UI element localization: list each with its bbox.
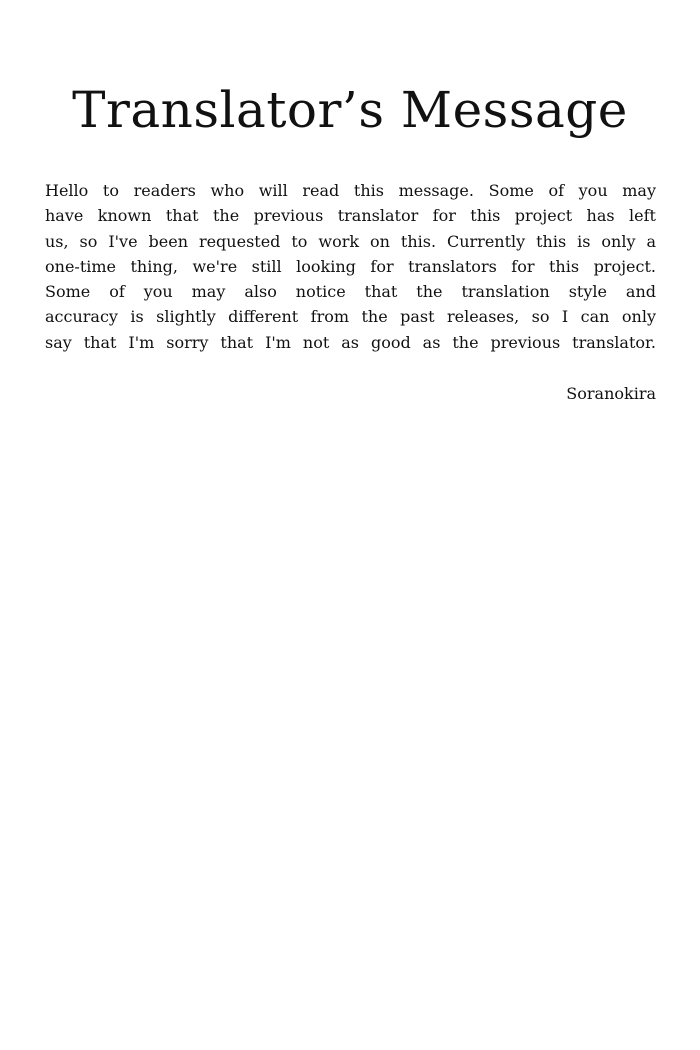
page-title: Translator’s Message [72, 81, 628, 139]
message-body [45, 178, 656, 355]
message-line: say that I'm sorry that I'm not as good as the previous translator. [45, 332, 656, 352]
message-line: us, so I've been requested to work on this. Currently this is only a [45, 231, 656, 251]
message-line: accuracy is slightly different from the past releases, so I can only [45, 307, 656, 327]
signature: Soranokira [566, 384, 656, 403]
message-line: one-time thing, we're still looking for translators for this project. [45, 256, 656, 276]
message-line: have known that the previous translator for this project has left [45, 206, 656, 226]
message-line: Hello to readers who will read this message. Some of you may [45, 181, 656, 200]
message-line: Some of you may also notice that the translation style and [45, 282, 656, 302]
